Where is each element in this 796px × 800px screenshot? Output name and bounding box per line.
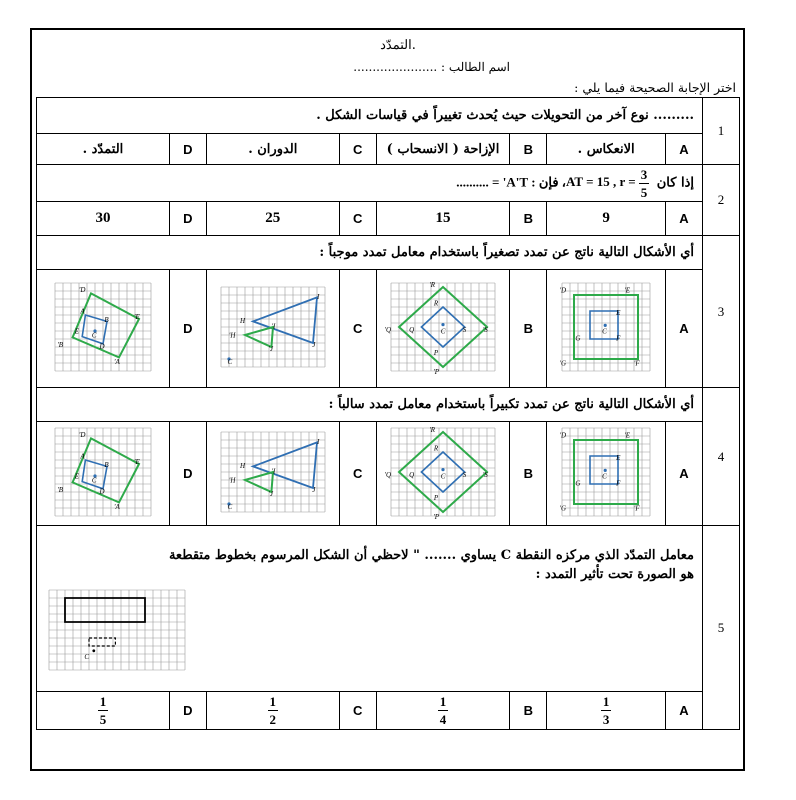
- center-point: [441, 468, 444, 471]
- option-letter-c: C: [339, 270, 376, 388]
- option-letter-c: C: [339, 422, 376, 526]
- option-letter-b: B: [510, 692, 547, 730]
- point-label: I': [271, 467, 276, 476]
- question-number-2: 2: [703, 165, 740, 236]
- point-label: E: [616, 453, 621, 462]
- point-label: P': [433, 367, 439, 376]
- point-label: D: [99, 342, 105, 351]
- grid-lines: [55, 428, 151, 516]
- grid-lines: [55, 283, 151, 371]
- q5-option-c[interactable]: $\frac{1}{2}$: [206, 692, 339, 730]
- point-label: D': [78, 430, 86, 439]
- option-letter-c: C: [339, 692, 376, 730]
- q4-figure-c: [217, 427, 329, 517]
- point-label: E': [624, 431, 631, 440]
- point-label: Q: [409, 470, 415, 479]
- q4-figure-d: [47, 427, 159, 517]
- point-label: E: [74, 471, 79, 480]
- point-label: G: [575, 334, 581, 343]
- point-label: R': [429, 425, 435, 434]
- image-rectangle-dashed: [89, 638, 115, 646]
- question-1-text: ......... نوع آخر من التحويلات حيث يُحدث تغييراً في قياسات الشكل .: [37, 98, 703, 134]
- point-label: E': [133, 312, 140, 321]
- question-number-4: 4: [703, 388, 740, 526]
- question-4-text: أي الأشكال التالية ناتج عن تمدد تكبيراً باستخدام معامل تمدد سالباً :: [37, 388, 703, 422]
- question-number-1: 1: [703, 98, 740, 165]
- point-label: H': [228, 475, 236, 484]
- q3-figure-c: [217, 279, 329, 375]
- point-label: C: [440, 326, 446, 335]
- question-5-body: [37, 526, 703, 692]
- point-label: E': [624, 286, 631, 295]
- question-5-text-line1: معامل التمدّد الذي مركزه النقطة C يساوي ....... " لاحظي أن الشكل المرسوم بخطوط متقطعة: [168, 548, 694, 563]
- point-label: A: [80, 451, 85, 460]
- point-label: A': [113, 357, 120, 366]
- point-label: J': [268, 344, 273, 353]
- point-label: F: [616, 334, 621, 343]
- point-label: P': [433, 512, 439, 521]
- point-label: B: [104, 460, 109, 469]
- point-label: E': [133, 457, 140, 466]
- point-label: C: [91, 475, 97, 484]
- point-label: C: [84, 652, 89, 661]
- point-label: R: [433, 443, 439, 452]
- q3-option-b[interactable]: [376, 270, 510, 388]
- point-label: Q: [409, 325, 415, 334]
- point-label: Q': [384, 325, 391, 334]
- question-number-5: 5: [703, 526, 740, 730]
- question-5-text-line2: هو الصورة تحت تأثير التمدد :: [535, 567, 694, 582]
- point-label: Q': [384, 470, 391, 479]
- point-label: D': [559, 431, 567, 440]
- center-point: [92, 649, 95, 652]
- point-label: C: [602, 326, 607, 335]
- point-label: H': [228, 330, 236, 339]
- option-letter-a: A: [666, 692, 703, 730]
- point-label: A: [80, 306, 85, 315]
- q4-option-b[interactable]: [376, 422, 510, 526]
- q3-option-a[interactable]: [547, 270, 666, 388]
- option-letter-a: A: [666, 422, 703, 526]
- option-letter-c: C: [339, 134, 376, 165]
- point-label: E: [74, 326, 79, 335]
- q4-figure-a: [558, 427, 654, 517]
- point-label: B': [57, 340, 63, 349]
- option-letter-b: B: [510, 202, 547, 236]
- point-label: S: [462, 470, 467, 479]
- instructions: اختر الإجابة الصحيحة فيما يلي :: [574, 80, 736, 95]
- q3-figure-d: [47, 279, 159, 375]
- option-letter-b: B: [510, 134, 547, 165]
- point-label: R: [433, 298, 439, 307]
- point-label: J: [312, 340, 316, 349]
- q1-option-d[interactable]: التمدّد .: [37, 134, 170, 165]
- question-2-text: إذا كان AT = 15 , r = $\frac{3}{5}$ ، فإن : A'T' = ..........: [37, 165, 703, 202]
- option-letter-a: A: [666, 202, 703, 236]
- point-label: I: [316, 437, 320, 446]
- point-label: I': [271, 322, 276, 331]
- q4-option-c[interactable]: [206, 422, 339, 526]
- grid-lines: [49, 590, 185, 670]
- point-label: A': [113, 502, 120, 511]
- option-letter-d: D: [169, 134, 206, 165]
- q2-option-a[interactable]: 9: [547, 202, 666, 236]
- q1-option-c[interactable]: الدوران .: [206, 134, 339, 165]
- questions-table: [36, 97, 740, 730]
- point-label: E: [616, 308, 621, 317]
- q3-figure-a: [556, 277, 656, 377]
- q5-option-a[interactable]: $\frac{1}{3}$: [547, 692, 666, 730]
- q2-option-c[interactable]: 25: [206, 202, 339, 236]
- point-label: C: [440, 471, 446, 480]
- q4-figure-b: [384, 425, 499, 521]
- point-label: J: [312, 485, 316, 494]
- q3-option-d[interactable]: [37, 270, 170, 388]
- point-label: R': [429, 280, 435, 289]
- point-label: B: [104, 315, 109, 324]
- point-label: S': [482, 470, 488, 479]
- q1-option-b[interactable]: الإزاحة ( الانسحاب ): [376, 134, 510, 165]
- point-label: G': [559, 358, 567, 367]
- point-label: C: [602, 471, 607, 480]
- point-label: P: [433, 348, 439, 357]
- q5-option-b[interactable]: $\frac{1}{4}$: [376, 692, 510, 730]
- point-label: D': [559, 286, 567, 295]
- question-5-figure: [47, 588, 189, 668]
- point-label: D': [78, 285, 86, 294]
- q4-option-a[interactable]: [547, 422, 666, 526]
- q5-option-d[interactable]: $\frac{1}{5}$: [37, 692, 170, 730]
- option-letter-d: D: [169, 270, 206, 388]
- q1-option-a[interactable]: الانعكاس .: [547, 134, 666, 165]
- point-label: C: [227, 357, 232, 366]
- point-label: P: [433, 493, 439, 502]
- option-letter-d: D: [169, 422, 206, 526]
- point-label: C: [227, 502, 232, 511]
- point-label: F': [633, 358, 640, 367]
- point-label: S': [482, 325, 488, 334]
- question-3-text: أي الأشكال التالية ناتج عن تمدد تصغيراً باستخدام معامل تمدد موجباً :: [37, 236, 703, 270]
- q3-option-c[interactable]: [206, 270, 339, 388]
- point-label: H: [239, 461, 245, 470]
- q2-option-b[interactable]: 15: [376, 202, 510, 236]
- option-letter-d: D: [169, 202, 206, 236]
- point-label: F': [633, 503, 640, 512]
- center-point: [441, 323, 444, 326]
- q3-figure-b: [384, 277, 499, 377]
- point-label: F: [616, 479, 621, 488]
- worksheet-title: التمدّد.: [380, 38, 416, 53]
- option-letter-a: A: [666, 270, 703, 388]
- question-number-3: 3: [703, 236, 740, 388]
- point-label: J': [268, 489, 273, 498]
- point-label: S: [462, 325, 467, 334]
- point-label: I: [316, 292, 320, 301]
- q4-option-d[interactable]: [37, 422, 170, 526]
- point-label: G: [575, 479, 581, 488]
- option-letter-b: B: [510, 422, 547, 526]
- option-letter-a: A: [666, 134, 703, 165]
- student-name-field: اسم الطالب : ......................: [353, 60, 510, 74]
- q2-option-d[interactable]: 30: [37, 202, 170, 236]
- option-letter-b: B: [510, 270, 547, 388]
- point-label: B': [57, 485, 63, 494]
- point-label: H: [239, 316, 245, 325]
- option-letter-d: D: [169, 692, 206, 730]
- point-label: G': [559, 503, 567, 512]
- point-label: C: [91, 330, 97, 339]
- option-letter-c: C: [339, 202, 376, 236]
- point-label: D: [99, 487, 105, 496]
